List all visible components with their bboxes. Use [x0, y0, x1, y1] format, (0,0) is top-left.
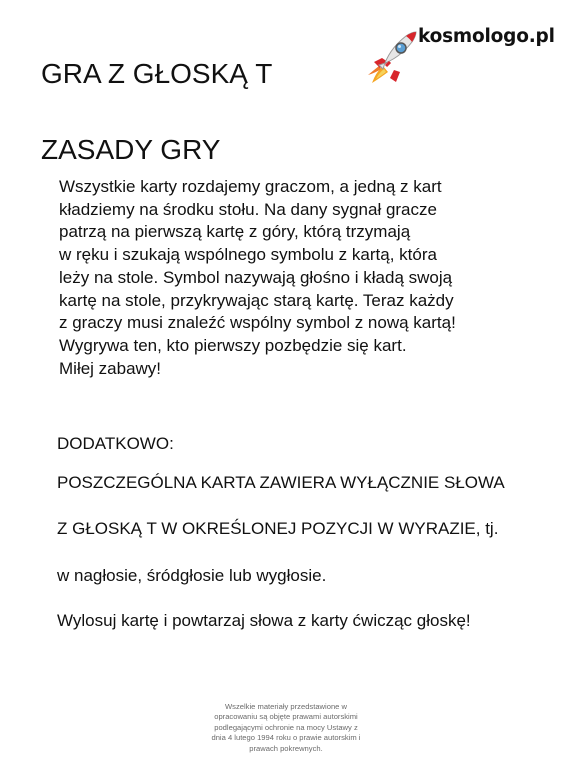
extra-line-2: Z GŁOSKĄ T W OKREŚLONEJ POZYCJI W WYRAZIE, tj. [57, 519, 499, 538]
rules-line: Wszystkie karty rozdajemy graczom, a jedną z kart [59, 177, 442, 196]
copyright-line: Wszelkie materiały przedstawione w [225, 702, 347, 711]
copyright-line: prawach pokrewnych. [249, 743, 323, 753]
copyright-line: dnia 4 lutego 1994 roku o prawie autorskim i [211, 733, 361, 743]
rules-line: patrzą na pierwszą kartę z góry, którą trzymają [59, 222, 411, 242]
page-title: GRA Z GŁOSKĄ T [41, 58, 273, 89]
rules-paragraph [59, 176, 456, 380]
extra-line-3: w nagłosie, śródgłosie lub wygłosie. [57, 566, 327, 585]
rules-line: Miłej zabawy! [59, 358, 162, 378]
rules-line: leży na stole. Symbol nazywają głośno i kładą swoją [59, 267, 453, 287]
extra-line-1: POSZCZEGÓLNA KARTA ZAWIERA WYŁĄCZNIE SŁOWA [57, 473, 505, 492]
rules-line: w ręku i szukają wspólnego symbolu z kartą, która [59, 245, 437, 265]
copyright-notice [188, 702, 384, 754]
logo [366, 22, 556, 88]
extra-line-4: Wylosuj kartę i powtarzaj słowa z karty ćwicząc głoskę! [57, 611, 471, 630]
logo-text: kosmologo.pl [418, 26, 555, 47]
rocket-icon [366, 28, 420, 86]
rules-heading: ZASADY GRY [41, 134, 221, 165]
extra-heading: DODATKOWO: [57, 434, 174, 453]
rules-line: Wygrywa ten, kto pierwszy pozbędzie się kart. [59, 335, 407, 355]
rules-line: kartę na stole, przykrywając starą kartę. Teraz każdy [59, 290, 454, 310]
copyright-line: opracowaniu są objęte prawami autorskimi [214, 712, 358, 722]
copyright-line: podlegającymi ochronie na mocy Ustawy z [214, 722, 358, 732]
rules-line: z graczy musi znaleźć wspólny symbol z nową kartą! [59, 313, 456, 333]
rules-line: kładziemy na środku stołu. Na dany sygnał gracze [59, 199, 437, 219]
